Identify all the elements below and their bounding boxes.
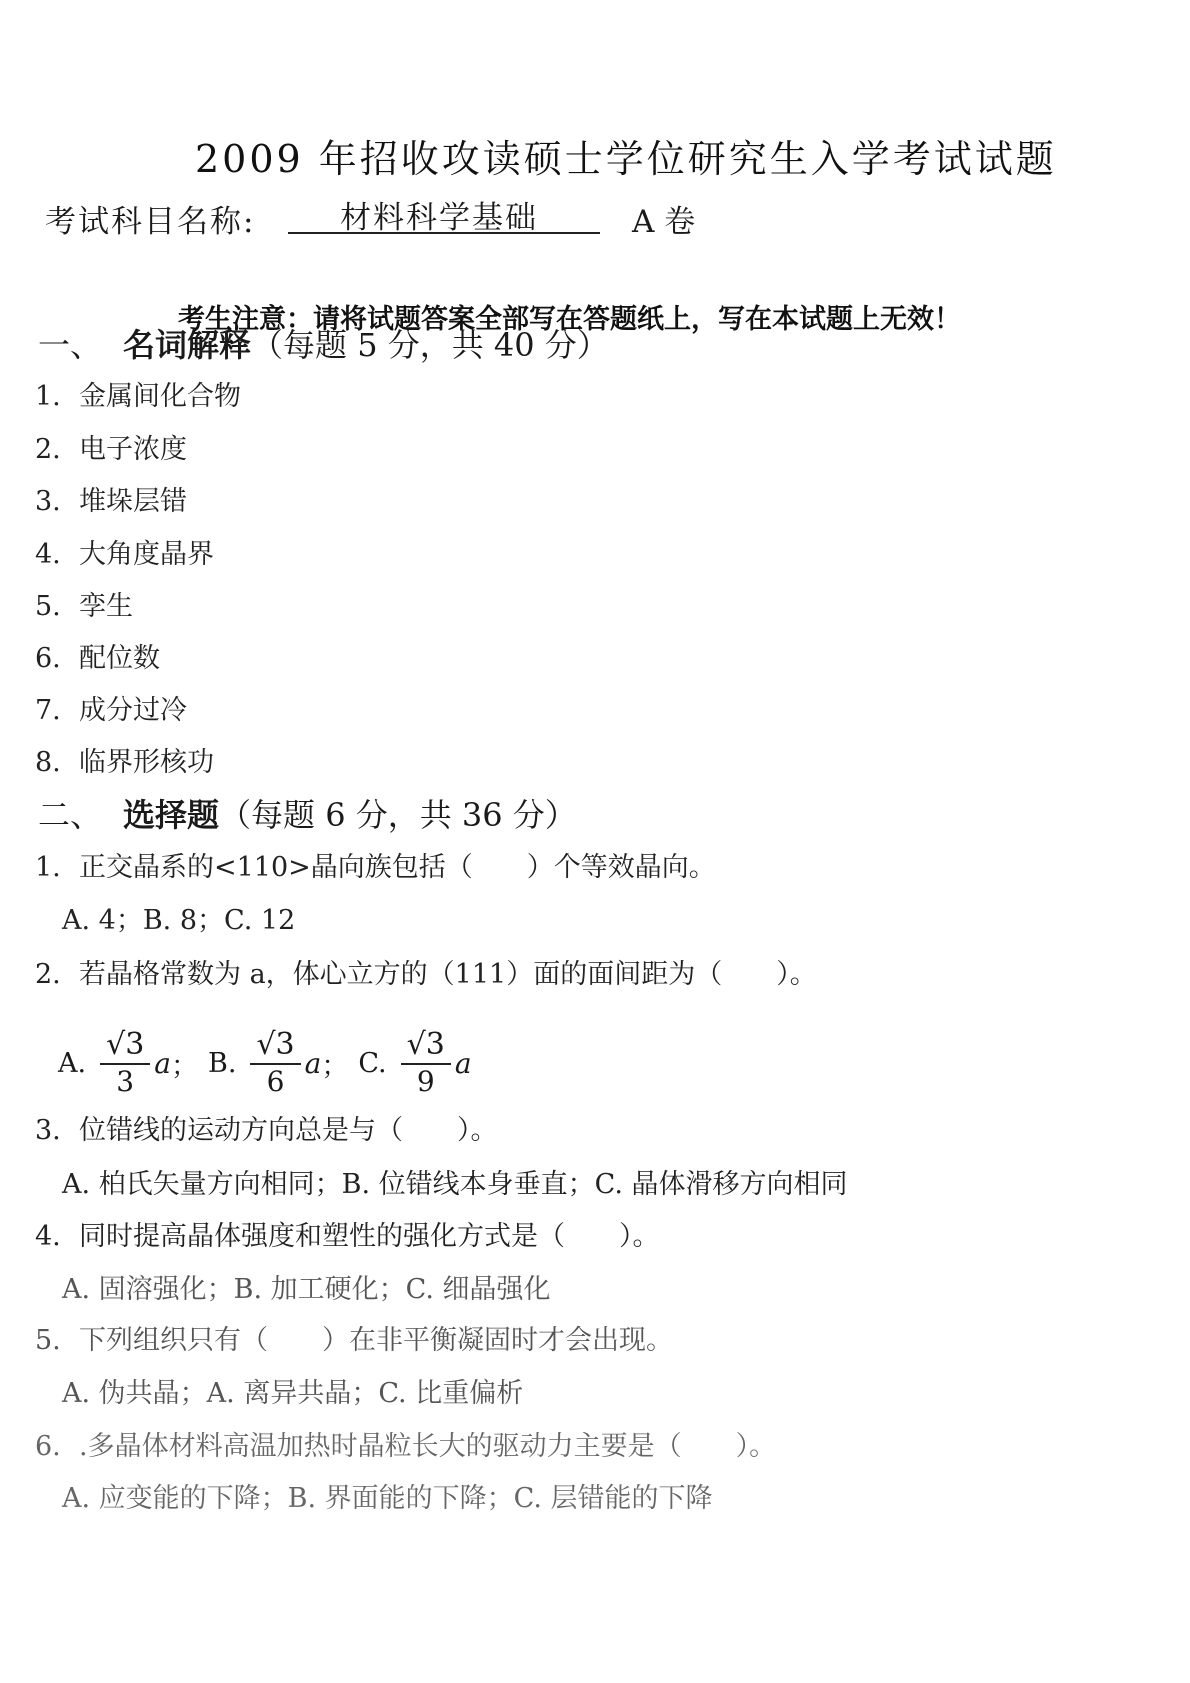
question-3-options: A. 柏氏矢量方向相同；B. 位错线本身垂直；C. 晶体滑移方向相同 — [62, 1169, 848, 1200]
section1-number: 一、 — [38, 326, 103, 364]
term-item: 3. 堆垛层错 — [35, 486, 187, 517]
term-item: 8. 临界形核功 — [35, 747, 214, 778]
question-4: 4. 同时提高晶体强度和塑性的强化方式是（ ）。 — [35, 1221, 660, 1252]
term-item: 1. 金属间化合物 — [35, 381, 241, 412]
option-label: A. — [58, 1047, 87, 1079]
fraction: $\frac{√3}{6}$ — [250, 1027, 300, 1099]
subject-label: 考试科目名称: — [45, 204, 256, 240]
question-1-options: A. 4；B. 8；C. 12 — [62, 905, 296, 936]
fraction: $\frac{√3}{3}$ — [100, 1027, 150, 1099]
candidate-notice: 考生注意：请将试题答案全部写在答题纸上，写在本试题上无效！ — [178, 304, 961, 335]
term-item: 7. 成分过冷 — [35, 695, 187, 726]
section2-title: 选择题 — [123, 796, 220, 834]
section2-score: （每题 6 分，共 36 分） — [219, 796, 577, 834]
question-1: 1. 正交晶系的<110>晶向族包括（ ）个等效晶向。 — [35, 852, 716, 883]
section1-title: 名词解释 — [123, 326, 252, 364]
question-5: 5. 下列组织只有（ ）在非平衡凝固时才会出现。 — [35, 1325, 673, 1356]
section1-heading — [38, 320, 609, 366]
question-6: 6. .多晶体材料高温加热时晶粒长大的驱动力主要是（ ）。 — [35, 1431, 777, 1462]
subject-name: 材料科学基础 — [288, 192, 600, 234]
question-5-options: A. 伪共晶；A. 离异共晶；C. 比重偏析 — [62, 1378, 524, 1409]
exam-title: 2009 年招收攻读硕士学位研究生入学考试试题 — [195, 137, 1057, 181]
option-label: B. — [208, 1047, 237, 1079]
section2-heading — [38, 790, 577, 836]
term-item: 5. 孪生 — [35, 591, 133, 622]
fraction: $\frac{√3}{9}$ — [401, 1027, 451, 1099]
option-label: C. — [358, 1047, 387, 1079]
question-4-options: A. 固溶强化；B. 加工硬化；C. 细晶强化 — [62, 1274, 551, 1305]
question-2: 2. 若晶格常数为 a，体心立方的（111）面的面间距为（ ）。 — [35, 959, 817, 990]
paper-version: A 卷 — [632, 204, 696, 240]
term-item: 2. 电子浓度 — [35, 434, 187, 465]
question-6-options: A. 应变能的下降；B. 界面能的下降；C. 层错能的下降 — [62, 1483, 713, 1514]
term-item: 6. 配位数 — [35, 643, 160, 674]
term-item: 4. 大角度晶界 — [35, 539, 214, 570]
question-2-options: A. $\frac{√3}{3}$ a ； B. $\frac{√3}{6}$ a ； C. $\frac{√3}{9}$ a — [58, 1027, 472, 1098]
section2-number: 二、 — [38, 796, 103, 834]
question-3: 3. 位错线的运动方向总是与（ ）。 — [35, 1115, 498, 1146]
section1-score: （每题 5 分，共 40 分） — [251, 326, 609, 364]
